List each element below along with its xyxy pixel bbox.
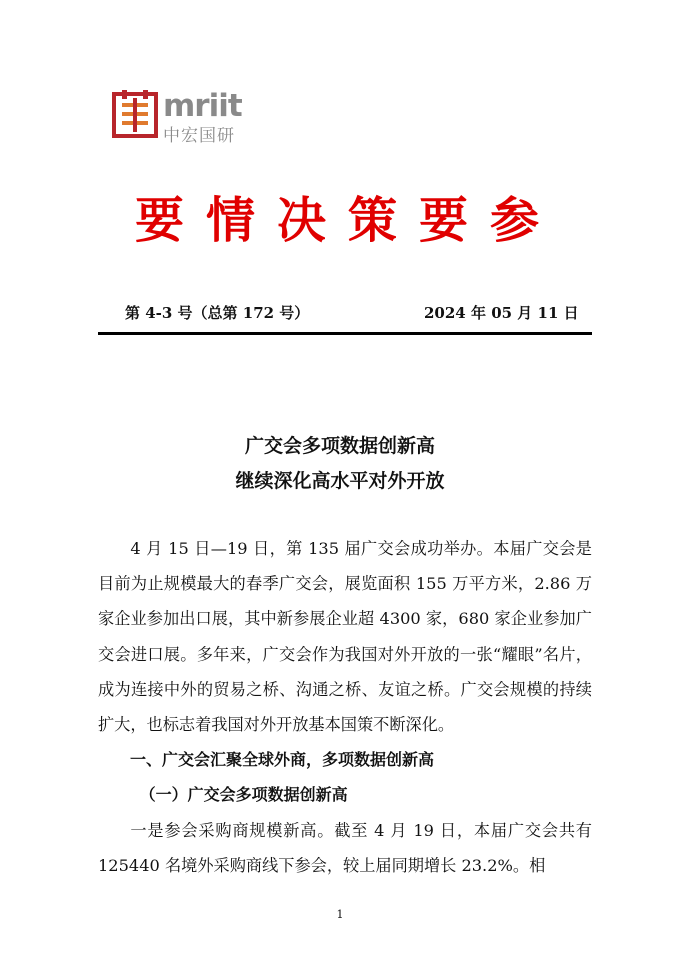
issue-number: 第 4-3 号（总第 172 号） <box>125 304 310 322</box>
masthead-title: 要情决策要参 <box>134 191 561 249</box>
issue-date: 2024 年 05 月 11 日 <box>424 304 579 322</box>
article-title-line1: 广交会多项数据创新高 <box>244 435 435 457</box>
section-heading: 一、广交会汇聚全球外商，多项数据创新高 <box>130 750 435 770</box>
logo <box>112 88 242 146</box>
paragraph-buyers: 一是参会采购商规模新高。截至 4 月 19 日，本届广交会共有 125440 名境外采购商线下参会，较上届同期增长 23.2%。相 <box>98 820 592 875</box>
article-body <box>98 531 592 883</box>
logo-text-en: mriit <box>163 88 242 124</box>
paragraph-intro: 4 月 15 日—19 日，第 135 届广交会成功举办。本届广交会是目前为止规模最大的春季广交会，展览面积 155 万平方米，2.86 万家企业参加出口展，其中新参展企业超 4300 家，680 家企业参加广交会进口展。多年来，广交会作为我国对外开放的一张“耀眼”名片，成为连接中外的贸易之桥、沟通之桥、友谊之桥。广交会规模的持续扩大，也标志着我国对外开放基本国策不断深化。 <box>98 539 592 735</box>
article-title-line2: 继续深化高水平对外开放 <box>235 470 445 492</box>
subsection-heading: （一）广交会多项数据创新高 <box>139 785 348 805</box>
mriit-logo-icon <box>112 90 158 140</box>
page-number: 1 <box>336 908 344 921</box>
logo-text-cn: 中宏国研 <box>163 126 235 146</box>
header-divider <box>98 332 592 335</box>
